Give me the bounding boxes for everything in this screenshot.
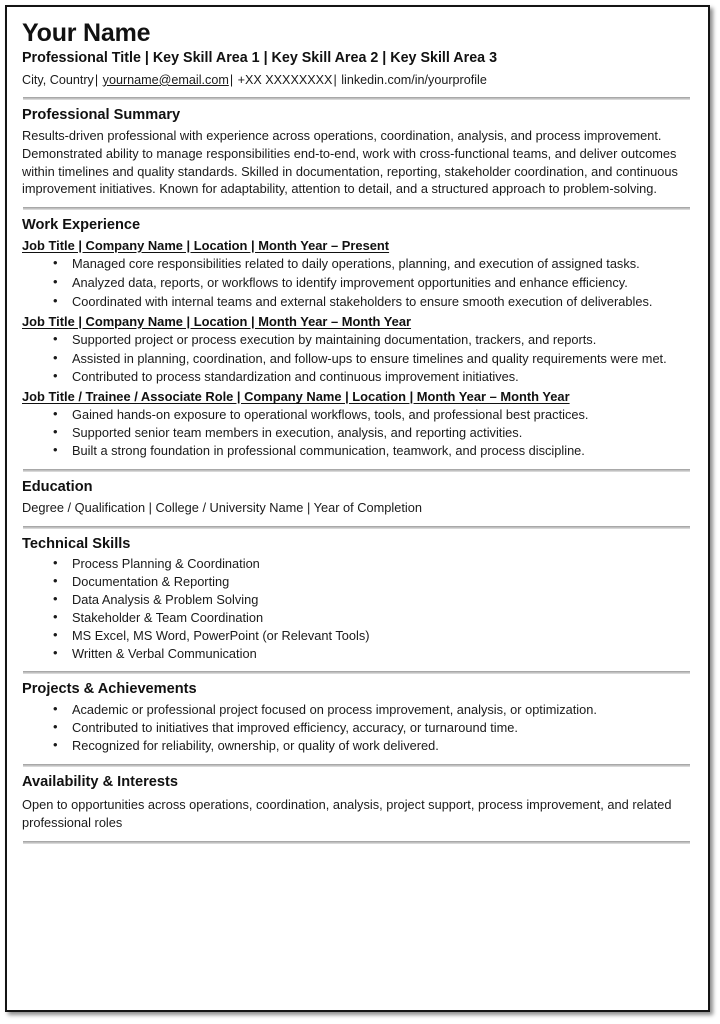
work-entry: [22, 388, 694, 460]
list-item: • Academic or professional project focused on process improvement, analysis, or optimization.: [22, 701, 690, 719]
education-text: Degree / Qualification | College / University Name | Year of Completion: [22, 499, 422, 515]
work-entry-bullets: [22, 331, 694, 387]
contact-linkedin[interactable]: linkedin.com/in/yourprofile: [341, 72, 487, 87]
candidate-name: Your Name: [22, 19, 151, 47]
resume-content: [7, 7, 708, 1010]
divider-after-technical-skills: [23, 671, 690, 674]
resume-header: [22, 19, 694, 88]
work-entry: [22, 313, 694, 387]
section-work-experience: [22, 217, 694, 460]
work-entry-bullets: [22, 406, 694, 460]
section-projects-achievements: [22, 681, 694, 754]
list-item: • MS Excel, MS Word, PowerPoint (or Relevant Tools): [22, 627, 690, 645]
divider-after-projects: [23, 764, 690, 767]
list-item: • Assisted in planning, coordination, and follow-ups to ensure timelines and quality requirements were met.: [22, 350, 690, 368]
section-title-technical-skills: Technical Skills: [22, 535, 131, 552]
list-item: • Process Planning & Coordination: [22, 555, 690, 573]
contact-email-link[interactable]: yourname@email.com: [102, 72, 229, 87]
contact-separator-3: |: [333, 72, 337, 87]
section-technical-skills: [22, 536, 694, 663]
section-title-availability: Availability & Interests: [22, 773, 178, 790]
contact-separator-1: |: [94, 72, 99, 87]
technical-skills-list: [22, 555, 694, 662]
list-item: • Data Analysis & Problem Solving: [22, 591, 690, 609]
divider-after-education: [23, 526, 690, 529]
list-item: • Supported senior team members in execution, analysis, and reporting activities.: [22, 424, 690, 442]
contact-location: City, Country: [22, 72, 94, 87]
list-item: • Managed core responsibilities related to daily operations, planning, and execution of assigned tasks.: [22, 255, 690, 273]
list-item: • Written & Verbal Communication: [22, 645, 690, 663]
divider-after-availability: [23, 841, 690, 844]
list-item: • Analyzed data, reports, or workflows to identify improvement opportunities and enhance efficiency.: [22, 274, 690, 292]
divider-after-summary: [23, 207, 690, 210]
work-entry-heading: Job Title / Trainee / Associate Role | Company Name | Location | Month Year – Month Year: [22, 389, 570, 405]
section-availability-interests: [22, 774, 694, 832]
section-education: [22, 479, 694, 516]
divider-after-work-experience: [23, 469, 690, 472]
divider-after-header: [23, 97, 690, 100]
availability-text: Open to opportunities across operations, coordination, analysis, project support, process improvement, and related professional roles: [22, 797, 672, 831]
section-title-projects: Projects & Achievements: [22, 681, 197, 698]
list-item: • Stakeholder & Team Coordination: [22, 609, 690, 627]
list-item: • Built a strong foundation in professional communication, teamwork, and process discipline.: [22, 442, 690, 460]
contact-line: [22, 72, 694, 88]
work-entry-bullets: [22, 255, 694, 311]
list-item: • Contributed to initiatives that improved efficiency, accuracy, or turnaround time.: [22, 719, 690, 737]
list-item: • Gained hands-on exposure to operational workflows, tools, and professional best practices.: [22, 406, 690, 424]
contact-phone: +XX XXXXXXXX: [237, 72, 333, 87]
work-entry: [22, 237, 694, 311]
work-entry-heading: Job Title | Company Name | Location | Month Year – Present: [22, 237, 390, 253]
section-professional-summary: [22, 107, 694, 198]
section-title-summary: Professional Summary: [22, 107, 181, 124]
list-item: • Documentation & Reporting: [22, 573, 690, 591]
contact-separator-2: |: [229, 72, 234, 87]
list-item: • Supported project or process execution by maintaining documentation, trackers, and reports.: [22, 331, 690, 349]
list-item: • Recognized for reliability, ownership, or quality of work delivered.: [22, 737, 690, 755]
section-title-education: Education: [22, 479, 93, 496]
candidate-headline: Professional Title | Key Skill Area 1 | Key Skill Area 2 | Key Skill Area 3: [22, 50, 498, 66]
projects-list: [22, 701, 694, 755]
summary-text: Results-driven professional with experience across operations, coordination, analysis, and process improvement. Demonstrated ability to manage responsibilities end-to-end, work with cross-functional teams, and deliver outcomes within timelines and quality standards. Skilled in documentation, reporting, stakeholder coordination, and continuous improvement initiatives. Known for adaptability, attention to detail, and a structured approach to problem-solving.: [22, 127, 678, 197]
list-item: • Coordinated with internal teams and external stakeholders to ensure smooth execution of deliverables.: [22, 293, 690, 311]
resume-page: [5, 5, 710, 1012]
section-title-work-experience: Work Experience: [22, 217, 141, 234]
work-entry-heading: Job Title | Company Name | Location | Month Year – Month Year: [22, 313, 412, 329]
list-item: • Contributed to process standardization and continuous improvement initiatives.: [22, 368, 690, 386]
